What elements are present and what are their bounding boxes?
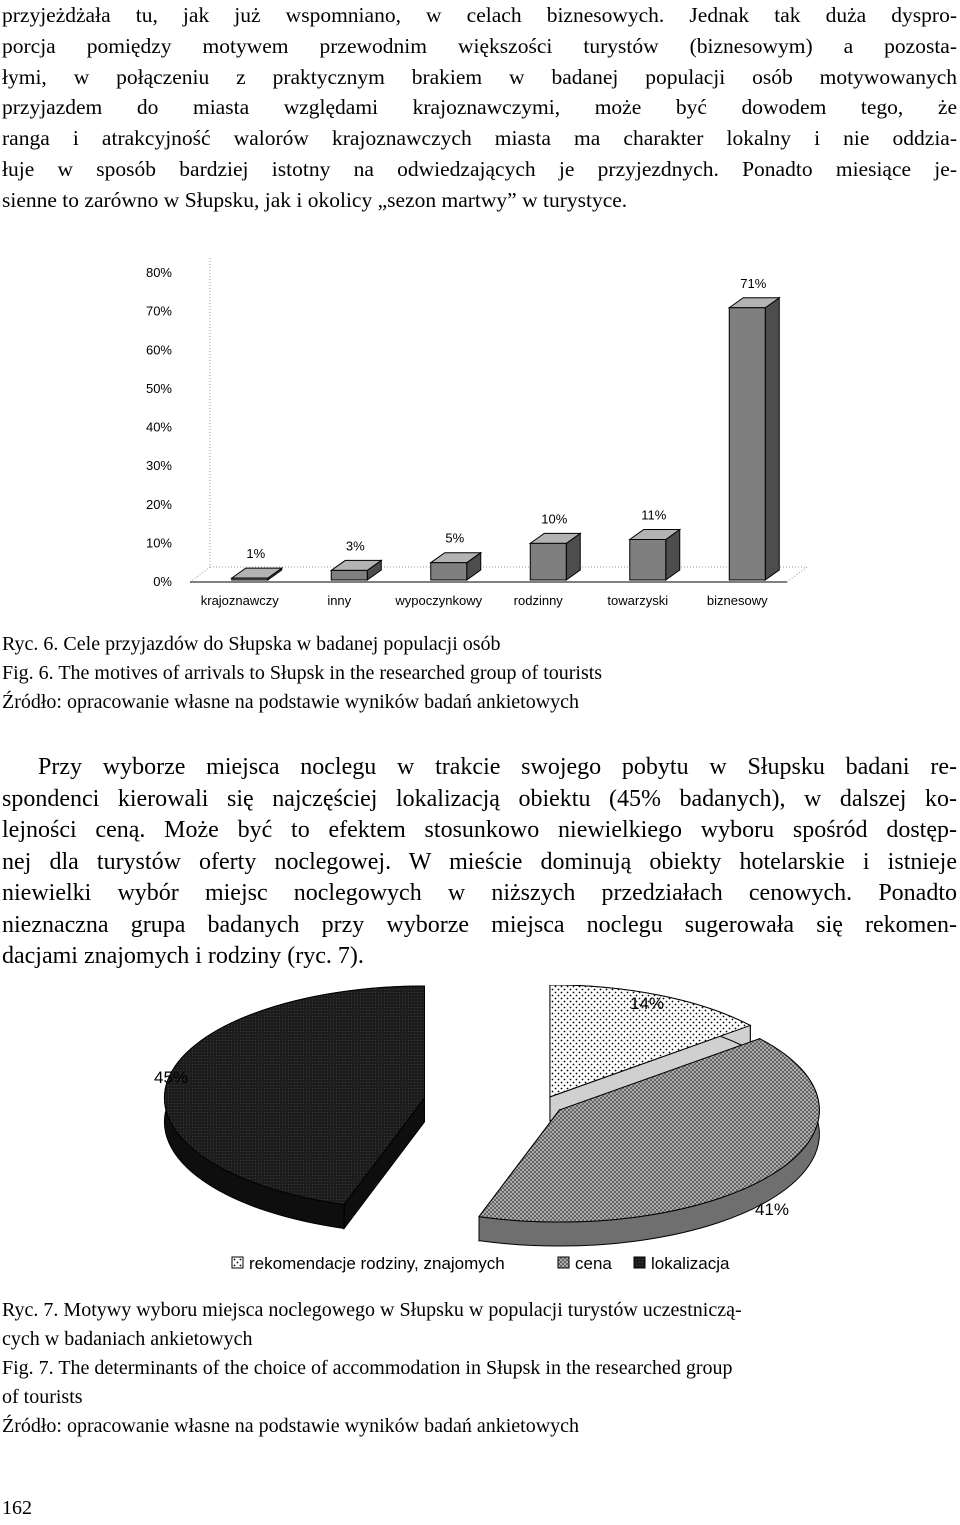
figure-7-caption-pl-line2: cych w badaniach ankietowych [2, 1328, 253, 1350]
legend-label: rekomendacje rodziny, znajomych [249, 1254, 505, 1273]
text-line: nieznaczna grupa badanych przy wyborze miejsca noclegu sugerowała się rekomen- [2, 911, 957, 938]
data-label: 3% [345, 538, 365, 554]
data-label: 1% [246, 546, 266, 562]
x-tick-label: wypoczynkowy [395, 593, 483, 608]
x-tick-label: towarzyski [607, 593, 669, 608]
figure-7-captions [2, 1296, 957, 1441]
x-tick-label: biznesowy [706, 593, 768, 608]
y-tick-label: 70% [145, 303, 172, 319]
legend-label: lokalizacja [651, 1254, 730, 1273]
paragraph-2 [2, 752, 957, 973]
figure-6-caption-en: Fig. 6. The motives of arrivals to Słupsk in the researched group of tourists [2, 662, 603, 684]
data-label: 14% [630, 994, 665, 1013]
bar-wypoczynkowy [431, 553, 481, 580]
legend-swatch [634, 1257, 645, 1268]
x-tick-label: rodzinny [513, 593, 563, 608]
bar-biznesowy [729, 298, 779, 580]
figure-6-captions [2, 630, 957, 717]
y-tick-label: 20% [145, 496, 172, 512]
bar-krajoznawczy [232, 568, 282, 580]
floor-right-edge [787, 567, 807, 582]
bar-front [331, 570, 367, 580]
bar-top [232, 568, 282, 578]
y-tick-label: 40% [145, 419, 172, 435]
data-label: 5% [445, 530, 465, 546]
back-wall-edge [190, 258, 210, 582]
legend-label: cena [575, 1254, 612, 1273]
text-line: przyjazdem do miasta względami krajoznawczymi, może być dowodem tego, że [2, 95, 957, 120]
text-line: łuje w sposób bardziej istotny na odwiedzających je przyjezdnych. Ponadto miesiące je- [2, 156, 957, 181]
bar-front [630, 540, 666, 580]
y-tick-label: 50% [145, 380, 172, 396]
data-label: 71% [740, 275, 767, 291]
figure-7-source: Źródło: opracowanie własne na podstawie wyników badań ankietowych [2, 1415, 580, 1437]
data-label: 11% [641, 507, 667, 523]
text-line: łymi, w połączeniu z praktycznym brakiem w badanej populacji osób motywowanych [2, 64, 957, 89]
legend-swatch [558, 1257, 569, 1268]
figure-7-caption-en-line2: of tourists [2, 1386, 83, 1408]
bar-chart-purposes [135, 248, 815, 613]
text-line: Przy wyborze miejsca noclegu w trakcie swojego pobytu w Słupsku badani re- [38, 754, 957, 780]
legend-swatch [232, 1257, 243, 1268]
y-tick-label: 80% [145, 265, 172, 280]
bar-front [431, 563, 467, 580]
y-tick-label: 60% [145, 342, 172, 358]
data-label: 10% [541, 511, 568, 527]
y-tick-label: 0% [153, 574, 172, 589]
figure-6-source: Źródło: opracowanie własne na podstawie wyników badań ankietowych [2, 691, 580, 713]
figure-6-caption-pl: Ryc. 6. Cele przyjazdów do Słupska w badanej populacji osób [2, 633, 501, 655]
paragraph-1 [2, 0, 957, 216]
bar-side [765, 298, 779, 580]
bar-front [530, 543, 566, 580]
text-line: ranga i atrakcyjność walorów krajoznawczych miasta ma charakter lokalny i nie oddzia- [2, 126, 957, 151]
bar-inny [331, 560, 381, 580]
bar-rodzinny [530, 533, 580, 580]
figure-7-caption-pl-line1: Ryc. 7. Motywy wyboru miejsca noclegowego w Słupsku w populacji turystów uczestniczą- [2, 1299, 742, 1321]
data-label: 41% [755, 1200, 790, 1219]
text-line: lejności ceną. Może być to efektem stosunkowo niewielkiego wyboru spośród dostęp- [2, 817, 957, 843]
pie-slice-lokalizacja [164, 986, 424, 1229]
text-line: porcja pomiędzy motywem przewodnim większości turystów (biznesowym) a pozosta- [2, 33, 957, 58]
text-line: niewielki wybór miejsc noclegowych w niższych przedziałach cenowych. Ponadto [2, 880, 957, 906]
text-line: przyjeżdżała tu, jak już wspomniano, w celach biznesowych. Jednak tak duża dyspro- [2, 3, 957, 27]
text-line: nej dla turystów oferty noclegowej. W mieście dominują obiekty hotelarskie i istnieje [2, 848, 957, 875]
figure-7-caption-en-line1: Fig. 7. The determinants of the choice of accommodation in Słupsk in the researched group [2, 1357, 733, 1379]
bar-front [729, 308, 765, 580]
text-line: sienne to zarówno w Słupsku, jak i okolicy „sezon martwy” w turystyce. [2, 187, 628, 212]
y-tick-label: 10% [145, 535, 172, 551]
x-tick-label: krajoznawczy [200, 593, 279, 608]
x-tick-label: inny [327, 593, 352, 608]
page-number: 162 [2, 1497, 32, 1519]
pie-chart-accommodation [140, 985, 830, 1285]
bar-front [232, 578, 268, 580]
text-line: spondenci kierowali się najczęściej lokalizacją obiektu (45% badanych), w dalszej ko- [2, 785, 957, 812]
text-line: dacjami znajomych i rodziny (ryc. 7). [2, 943, 364, 969]
y-tick-label: 30% [145, 458, 172, 474]
data-label: 45% [154, 1068, 189, 1087]
bar-towarzyski [630, 530, 680, 580]
